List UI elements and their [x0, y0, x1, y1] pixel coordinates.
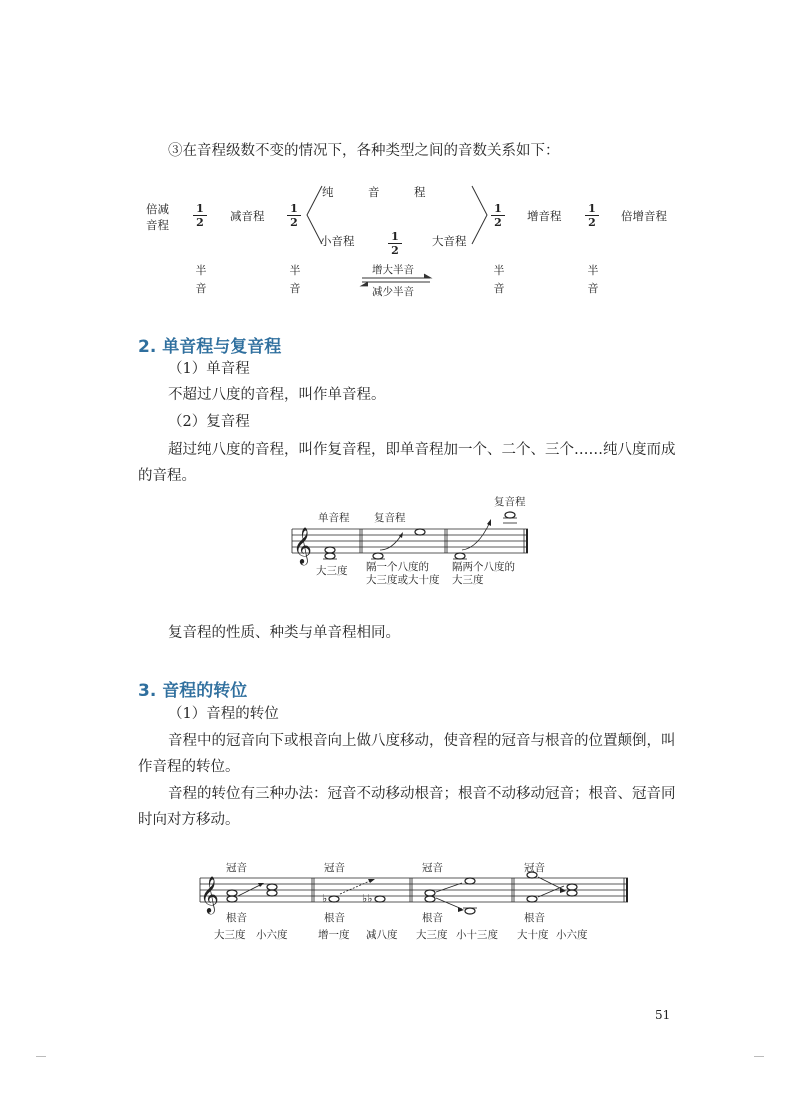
crop-mark: [36, 1056, 46, 1057]
interval-caption: 大三度: [214, 929, 246, 941]
subsection-simple-interval: （1）单音程: [168, 361, 250, 377]
doubly-diminished-label: 倍减音程: [146, 202, 169, 232]
half-fraction: 1 2: [287, 203, 301, 228]
simple-interval-label: 单音程: [318, 512, 350, 524]
major-third-caption: 大三度: [316, 565, 348, 577]
inversion-definition-cont: 作音程的转位。: [138, 759, 240, 775]
interval-caption: 增一度: [318, 929, 350, 941]
semitone-label: 半 音: [587, 264, 599, 295]
compound-interval-definition: 超过纯八度的音程，叫作复音程，即单音程加一个、二个、三个……纯八度而成: [168, 442, 676, 458]
increase-semitone-label: 增大半音: [372, 264, 414, 276]
perfect-label: 纯 音 程: [322, 185, 426, 199]
crop-mark: [754, 1056, 764, 1057]
section-2-heading: 2. 单音程与复音程: [138, 337, 282, 357]
compound-interval-label: 复音程: [374, 512, 406, 524]
inversion-methods: 音程的转位有三种办法：冠音不动移动根音；根音不动移动冠音；根音、冠音同: [168, 786, 676, 802]
interval-caption: 减八度: [366, 929, 398, 941]
subsection-compound-interval: （2）复音程: [168, 414, 250, 430]
semitone-label: 半 音: [195, 264, 207, 295]
major-label: 大音程: [432, 234, 467, 248]
subsection-inversion: （1）音程的转位: [168, 706, 279, 722]
root-note-label: 根音: [524, 912, 545, 924]
one-octave-caption: 隔一个八度的 大三度或大十度: [366, 561, 440, 586]
decrease-semitone-label: 减少半音: [372, 286, 414, 298]
inversion-definition: 音程中的冠音向下或根音向上做八度移动，使音程的冠音与根音的位置颠倒，叫: [168, 733, 676, 749]
half-fraction: 1 2: [491, 203, 505, 228]
page-number: 51: [655, 1008, 671, 1022]
svg-text:♭: ♭: [322, 892, 328, 905]
root-note-label: 根音: [226, 912, 247, 924]
svg-text:♭♭: ♭♭: [362, 892, 373, 905]
minor-label: 小音程: [320, 234, 355, 248]
doubly-augmented-label: 倍增音程: [621, 209, 667, 223]
inversion-methods-cont: 时向对方移动。: [138, 812, 240, 828]
simple-interval-definition: 不超过八度的音程，叫作单音程。: [168, 387, 386, 403]
two-octave-caption: 隔两个八度的 大三度: [452, 561, 515, 586]
top-note-label: 冠音: [226, 862, 247, 874]
compound-interval-note: 复音程的性质、种类与单音程相同。: [168, 625, 400, 641]
intro-text: ③在音程级数不变的情况下，各种类型之间的音数关系如下：: [168, 143, 560, 159]
treble-clef-icon: 𝄞: [293, 526, 312, 564]
interval-caption: 大十度: [517, 929, 549, 941]
compound-interval-definition-cont: 的音程。: [138, 468, 196, 484]
interval-caption: 小六度: [256, 929, 288, 941]
semitone-label: 半 音: [289, 264, 301, 295]
treble-clef-icon: 𝄞: [200, 875, 219, 913]
interval-caption: 小六度: [556, 929, 588, 941]
top-note-label: 冠音: [422, 862, 443, 874]
interval-caption: 大三度: [416, 929, 448, 941]
section-3-heading: 3. 音程的转位: [138, 681, 248, 701]
top-note-label: 冠音: [524, 862, 545, 874]
diminished-label: 减音程: [230, 209, 265, 223]
half-fraction: 1 2: [585, 203, 599, 228]
interval-caption: 小十三度: [456, 929, 498, 941]
root-note-label: 根音: [422, 912, 443, 924]
compound-interval-label-top: 复音程: [494, 496, 526, 508]
semitone-label: 半 音: [493, 264, 505, 295]
half-fraction: 1 2: [388, 231, 402, 256]
top-note-label: 冠音: [324, 862, 345, 874]
augmented-label: 增音程: [527, 209, 562, 223]
half-fraction: 1 2: [193, 203, 207, 228]
root-note-label: 根音: [324, 912, 345, 924]
